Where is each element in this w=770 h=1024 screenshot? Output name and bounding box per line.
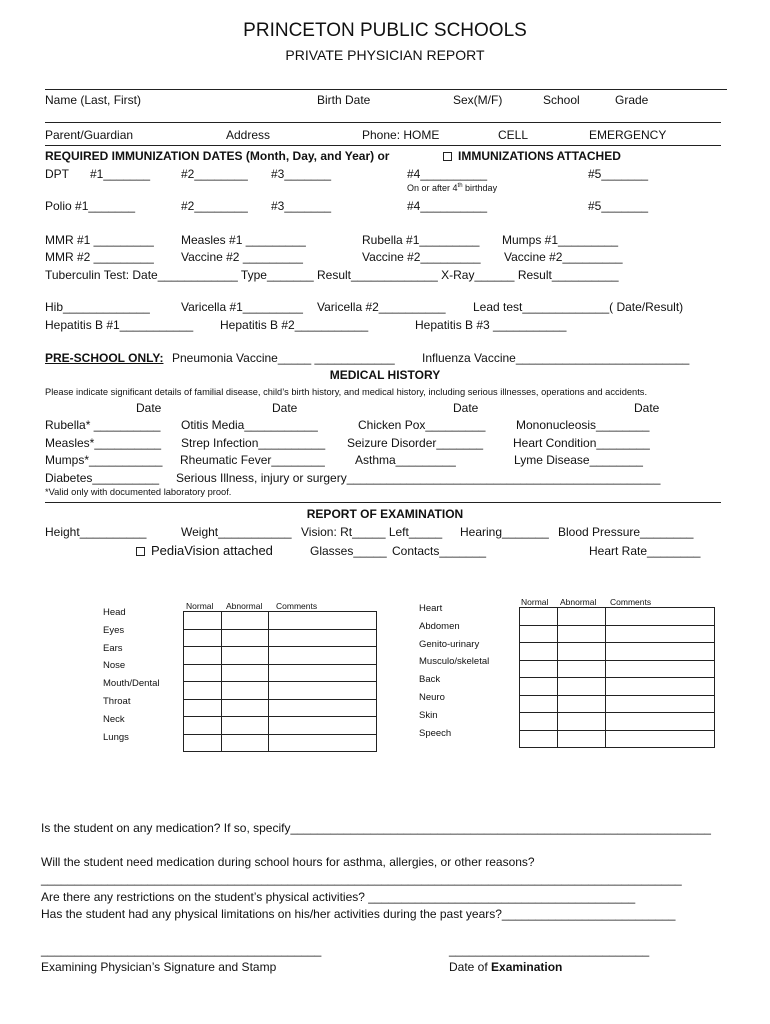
lyme-disease-field[interactable]: Lyme Disease________ [514, 453, 643, 467]
comments-cell[interactable] [269, 647, 377, 665]
medical-history-heading: MEDICAL HISTORY [329, 368, 441, 382]
right-label: Genito-urinary [419, 638, 480, 650]
immunization-heading: REQUIRED IMMUNIZATION DATES (Month, Day, and Year) or [45, 149, 390, 163]
exam-heading: REPORT OF EXAMINATION [306, 507, 464, 521]
date-header: Date [453, 401, 479, 415]
rubella-vaccine-2-field[interactable]: Vaccine #2_________ [362, 250, 481, 264]
abnormal-cell[interactable] [222, 612, 269, 630]
hepatitis-b-3-field[interactable]: Hepatitis B #3 ___________ [415, 318, 567, 332]
normal-cell[interactable] [520, 608, 558, 626]
heart-condition-field[interactable]: Heart Condition________ [513, 436, 650, 450]
date-header: Date [634, 401, 660, 415]
immunizations-attached-option[interactable] [443, 149, 621, 163]
school-medication-line[interactable]: ________________________________________________________________________________________________ [41, 872, 682, 886]
preschool-label: PRE-SCHOOL ONLY: [45, 351, 164, 365]
abnormal-cell[interactable] [558, 660, 606, 678]
left-label: Nose [103, 660, 126, 672]
left-label: Ears [103, 642, 123, 654]
rubella-history-field[interactable]: Rubella* __________ [45, 418, 161, 432]
normal-cell[interactable] [184, 734, 222, 752]
comments-cell[interactable] [269, 717, 377, 735]
right-label: Back [419, 674, 441, 686]
abnormal-cell[interactable] [222, 664, 269, 682]
lead-test-field[interactable]: Lead test_____________( Date/Result) [473, 300, 684, 314]
sex-label: Sex(M/F) [453, 93, 503, 107]
measles-history-field[interactable]: Measles*__________ [45, 436, 162, 450]
abnormal-cell[interactable] [222, 734, 269, 752]
date-header: Date [272, 401, 298, 415]
height-field[interactable]: Height__________ [45, 525, 147, 539]
seizure-disorder-field[interactable]: Seizure Disorder_______ [347, 436, 484, 450]
rheumatic-fever-field[interactable]: Rheumatic Fever________ [180, 453, 325, 467]
immunizations-attached-label: IMMUNIZATIONS ATTACHED [458, 149, 621, 163]
comments-cell[interactable] [606, 660, 715, 678]
right-label: Musculo/skeletal [419, 656, 490, 668]
col-abnormal-label: Abnormal [226, 601, 263, 611]
name-label: Name (Last, First) [45, 93, 142, 107]
exam-row-head [184, 612, 377, 630]
influenza-vaccine-field[interactable]: Influenza Vaccine__________________________ [422, 351, 690, 365]
comments-cell[interactable] [606, 608, 715, 626]
normal-cell[interactable] [184, 699, 222, 717]
checkbox-icon[interactable] [136, 547, 145, 556]
glasses-field[interactable]: Glasses_____ [310, 544, 387, 558]
cell-label: CELL [498, 128, 529, 142]
exam-date-label: Date of Examination [449, 960, 563, 974]
comments-cell[interactable] [269, 612, 377, 630]
abnormal-cell[interactable] [222, 647, 269, 665]
chicken-pox-field[interactable]: Chicken Pox_________ [358, 418, 486, 432]
left-label: Eyes [103, 624, 125, 636]
name-line[interactable] [45, 122, 721, 123]
asthma-field[interactable]: Asthma_________ [355, 453, 456, 467]
polio-5-field[interactable]: #5_______ [588, 199, 649, 213]
normal-cell[interactable] [520, 625, 558, 643]
normal-cell[interactable] [184, 629, 222, 647]
left-label: Mouth/Dental [103, 678, 160, 690]
abnormal-cell[interactable] [558, 608, 606, 626]
comments-cell[interactable] [606, 643, 715, 661]
checkbox-icon[interactable] [443, 152, 452, 161]
exam-table-right [519, 607, 715, 748]
exam-row-genito-urinary [520, 643, 715, 661]
school-medication-question: Will the student need medication during school hours for asthma, allergies, or other reasons? [41, 855, 535, 869]
exam-row-ears [184, 647, 377, 665]
mononucleosis-field[interactable]: Mononucleosis________ [516, 418, 650, 432]
normal-cell[interactable] [184, 717, 222, 735]
hepatitis-b-1-field[interactable]: Hepatitis B #1___________ [45, 318, 194, 332]
abnormal-cell[interactable] [558, 678, 606, 696]
right-label: Heart [419, 603, 443, 614]
dpt-label: DPT [45, 167, 69, 181]
normal-cell[interactable] [520, 660, 558, 678]
comments-cell[interactable] [269, 629, 377, 647]
exam-row-back [520, 678, 715, 696]
exam-row-neuro [520, 695, 715, 713]
comments-cell[interactable] [606, 625, 715, 643]
col-comments-label: Comments [276, 601, 318, 611]
parent-line[interactable] [45, 145, 721, 146]
exam-row-nose [184, 664, 377, 682]
comments-cell[interactable] [269, 699, 377, 717]
mumps-history-field[interactable]: Mumps*___________ [45, 453, 163, 467]
tuberculin-row[interactable]: Tuberculin Test: Date____________ Type_______ Result_____________ X-Ray______ Result__________ [45, 268, 619, 282]
col-comments-label: Comments [610, 597, 652, 607]
dpt-4-field[interactable]: #4__________ [407, 167, 488, 181]
pediavision-option[interactable] [136, 543, 273, 558]
normal-cell[interactable] [520, 730, 558, 748]
grade-label: Grade [615, 93, 649, 107]
exam-row-lungs [184, 734, 377, 752]
normal-cell[interactable] [184, 647, 222, 665]
exam-date-line[interactable]: ______________________________ [449, 943, 650, 957]
abnormal-cell[interactable] [222, 699, 269, 717]
left-label: Neck [103, 713, 125, 725]
normal-cell[interactable] [520, 695, 558, 713]
contacts-field[interactable]: Contacts_______ [392, 544, 487, 558]
mumps-1-field[interactable]: Mumps #1_________ [502, 233, 619, 247]
weight-field[interactable]: Weight___________ [181, 525, 292, 539]
polio-2-field[interactable]: #2________ [181, 199, 248, 213]
left-label: Lungs [103, 731, 129, 743]
abnormal-cell[interactable] [222, 629, 269, 647]
birth-date-label: Birth Date [317, 93, 371, 107]
signature-line[interactable]: __________________________________________ [41, 943, 322, 957]
pneumonia-vaccine-field[interactable]: Pneumonia Vaccine_____ ____________ [172, 351, 395, 365]
abnormal-cell[interactable] [558, 713, 606, 731]
medication-question[interactable]: Is the student on any medication? If so, specify_______________________________________________________________ [41, 821, 711, 835]
exam-row-speech [520, 730, 715, 748]
comments-cell[interactable] [606, 713, 715, 731]
measles-vaccine-2-field[interactable]: Vaccine #2 _________ [181, 250, 303, 264]
mmr-1-field[interactable]: MMR #1 _________ [45, 233, 154, 247]
lab-proof-footnote: *Valid only with documented laboratory proof. [45, 487, 232, 497]
normal-cell[interactable] [520, 713, 558, 731]
restrictions-question[interactable]: Are there any restrictions on the student’s physical activities? ________________________________________ [41, 890, 636, 904]
right-label: Neuro [419, 692, 445, 703]
varicella-1-field[interactable]: Varicella #1_________ [181, 300, 303, 314]
normal-cell[interactable] [520, 643, 558, 661]
dpt-1-field[interactable]: #1_______ [90, 167, 151, 181]
exam-row-skin [520, 713, 715, 731]
heart-rate-field[interactable]: Heart Rate________ [589, 544, 701, 558]
polio-1-field[interactable]: Polio #1_______ [45, 199, 136, 213]
hepatitis-b-2-field[interactable]: Hepatitis B #2___________ [220, 318, 369, 332]
varicella-2-field[interactable]: Varicella #2__________ [317, 300, 446, 314]
polio-3-field[interactable]: #3_______ [271, 199, 332, 213]
exam-row-heart [520, 608, 715, 626]
mmr-2-field[interactable]: MMR #2 _________ [45, 250, 154, 264]
address-label: Address [226, 128, 271, 142]
page-subtitle: PRIVATE PHYSICIAN REPORT [285, 47, 485, 63]
strep-infection-field[interactable]: Strep Infection__________ [181, 436, 326, 450]
comments-cell[interactable] [269, 734, 377, 752]
limitations-question[interactable]: Has the student had any physical limitations on his/her activities during the past years?__________________________ [41, 907, 676, 921]
history-instructions: Please indicate significant details of familial disease, child’s birth history, and medical history, including serious illnesses, operations and accidents. [45, 387, 648, 397]
right-label: Skin [419, 709, 438, 721]
dpt-2-field[interactable]: #2________ [181, 167, 248, 181]
exam-row-mouth-dental [184, 682, 377, 700]
right-label: Speech [419, 727, 452, 739]
comments-cell[interactable] [606, 730, 715, 748]
normal-cell[interactable] [520, 678, 558, 696]
comments-cell[interactable] [606, 678, 715, 696]
hib-field[interactable]: Hib_____________ [45, 300, 150, 314]
vision-field[interactable]: Vision: Rt_____ Left_____ [301, 525, 443, 539]
abnormal-cell[interactable] [558, 730, 606, 748]
comments-cell[interactable] [269, 682, 377, 700]
parent-label: Parent/Guardian [45, 128, 134, 142]
otitis-media-field[interactable]: Otitis Media___________ [181, 418, 318, 432]
abnormal-cell[interactable] [558, 695, 606, 713]
hearing-field[interactable]: Hearing_______ [460, 525, 549, 539]
top-rule [45, 89, 727, 90]
measles-1-field[interactable]: Measles #1 _________ [181, 233, 306, 247]
phone-home-label: Phone: HOME [362, 128, 440, 142]
abnormal-cell[interactable] [222, 682, 269, 700]
normal-cell[interactable] [184, 612, 222, 630]
col-abnormal-label: Abnormal [560, 597, 597, 607]
serious-illness-field[interactable]: Serious Illness, injury or surgery_______________________________________________ [176, 471, 661, 485]
emergency-label: EMERGENCY [589, 128, 667, 142]
signature-label: Examining Physician’s Signature and Stamp [41, 960, 277, 974]
exam-row-eyes [184, 629, 377, 647]
abnormal-cell[interactable] [558, 643, 606, 661]
abnormal-cell[interactable] [222, 717, 269, 735]
comments-cell[interactable] [269, 664, 377, 682]
page-title: PRINCETON PUBLIC SCHOOLS [243, 20, 527, 41]
normal-cell[interactable] [184, 682, 222, 700]
polio-4-field[interactable]: #4__________ [407, 199, 488, 213]
mumps-vaccine-2-field[interactable]: Vaccine #2_________ [504, 250, 623, 264]
diabetes-field[interactable]: Diabetes__________ [45, 471, 160, 485]
dpt-4-note: On or after 4th birthday [407, 183, 498, 193]
exam-row-musculo-skeletal [520, 660, 715, 678]
right-label: Abdomen [419, 620, 460, 632]
normal-cell[interactable] [184, 664, 222, 682]
dpt-3-field[interactable]: #3_______ [271, 167, 332, 181]
rubella-1-field[interactable]: Rubella #1_________ [362, 233, 480, 247]
abnormal-cell[interactable] [558, 625, 606, 643]
left-label: Throat [103, 696, 131, 707]
pediavision-label: PediaVision attached [151, 543, 273, 558]
col-normal-label: Normal [186, 601, 214, 611]
comments-cell[interactable] [606, 695, 715, 713]
blood-pressure-field[interactable]: Blood Pressure________ [558, 525, 694, 539]
exam-table-left [183, 611, 377, 752]
exam-rule [45, 502, 721, 503]
left-label: Head [103, 607, 126, 618]
school-label: School [543, 93, 580, 107]
dpt-5-field[interactable]: #5_______ [588, 167, 649, 181]
exam-row-abdomen [520, 625, 715, 643]
exam-row-neck [184, 717, 377, 735]
col-normal-label: Normal [521, 597, 549, 607]
exam-row-throat [184, 699, 377, 717]
date-header: Date [136, 401, 162, 415]
